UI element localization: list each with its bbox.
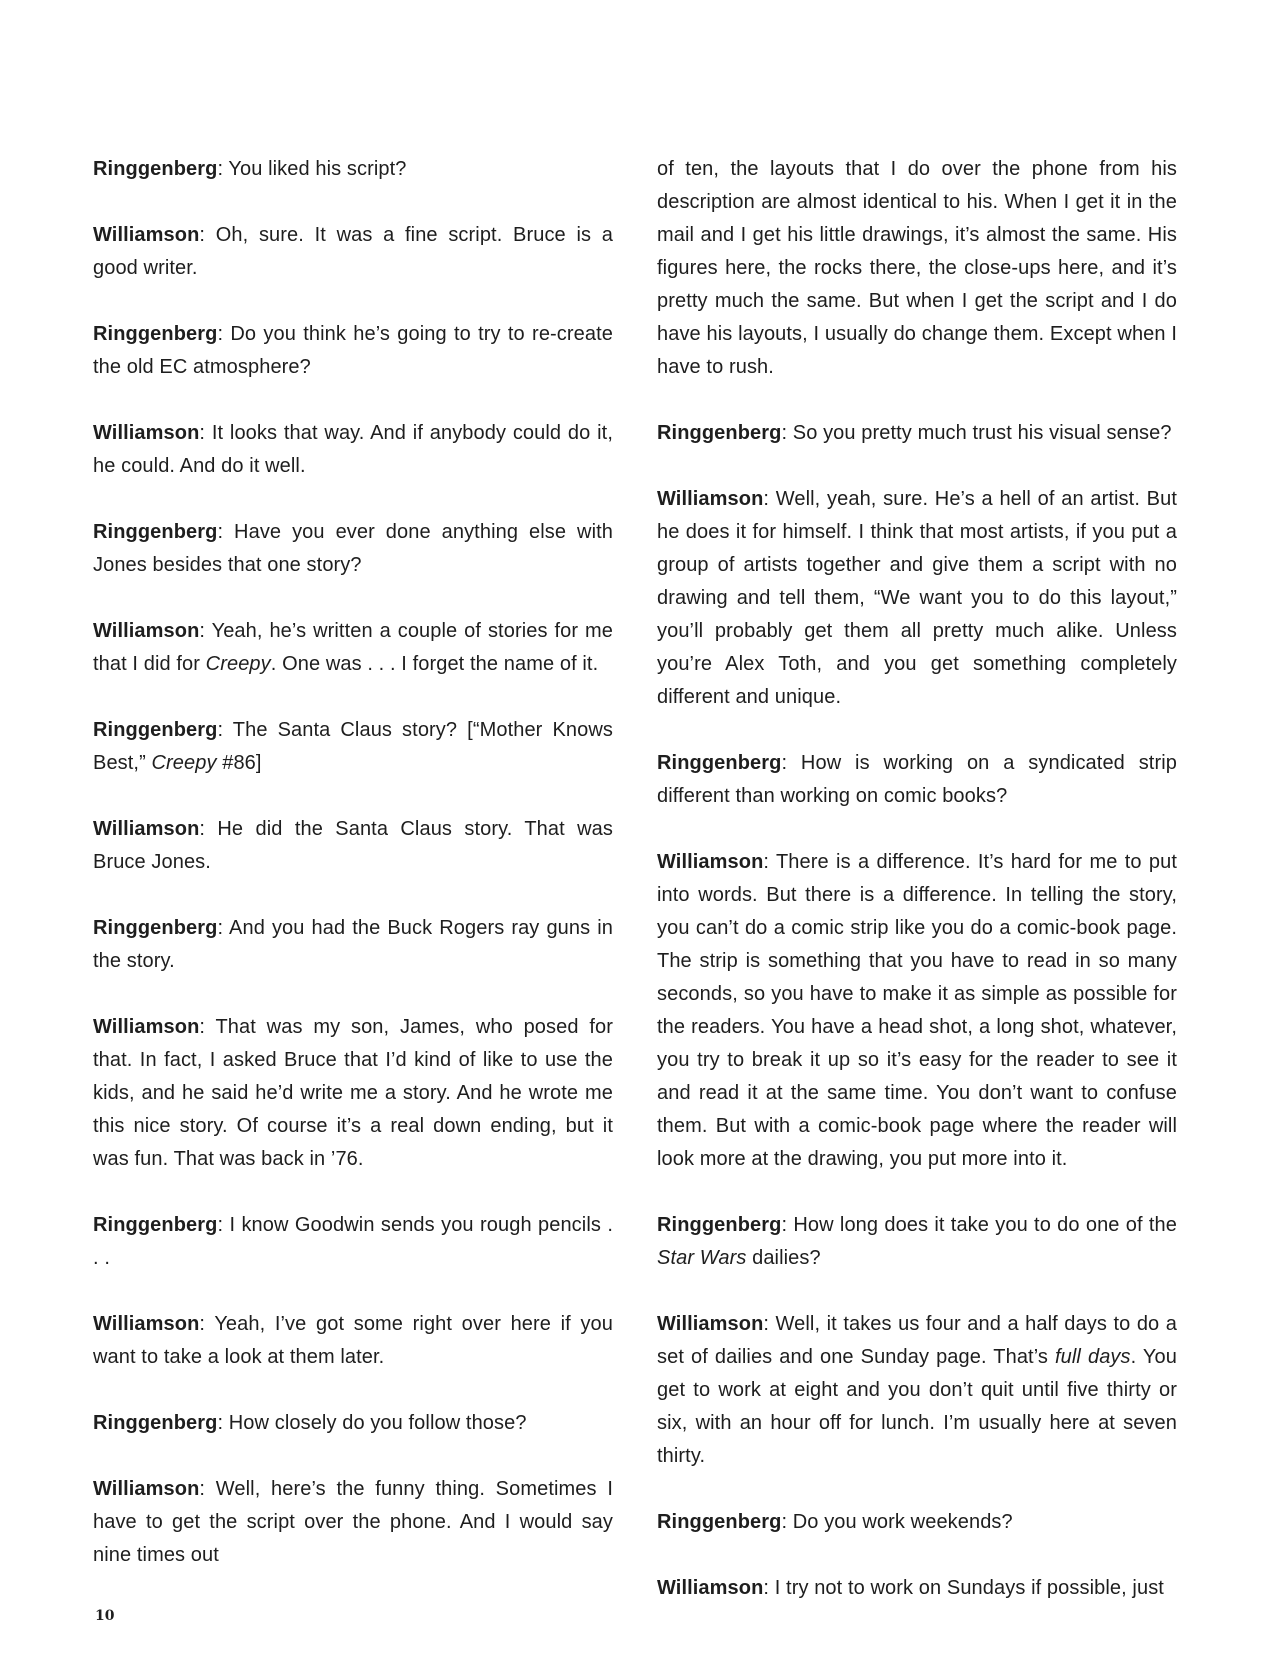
speaker-name: Ringgenberg xyxy=(93,719,218,741)
exchange-paragraph: Williamson: He did the Santa Claus story. That was Bruce Jones. xyxy=(93,818,613,873)
exchange-text: The Santa Claus story? [“Mother Knows Best,” xyxy=(93,719,613,774)
speaker-name: Ringgenberg xyxy=(657,1214,782,1236)
exchange-paragraph: Ringgenberg: So you pretty much trust his visual sense? xyxy=(657,422,1172,444)
speaker-name: Williamson xyxy=(93,1313,200,1335)
left-column xyxy=(93,153,613,1605)
exchange-text: You liked his script? xyxy=(228,158,407,180)
exchange-text: Do you work weekends? xyxy=(792,1511,1013,1533)
exchange-text: Well, it takes us four and a half days to do a set of dailies and one Sunday page. That’s xyxy=(657,1313,1177,1368)
exchange-paragraph: Williamson: It looks that way. And if anybody could do it, he could. And do it well. xyxy=(93,422,613,477)
speaker-name: Williamson xyxy=(657,1577,764,1599)
speaker-name: Williamson xyxy=(93,1478,200,1500)
exchange-paragraph: Williamson: Well, it takes us four and a half days to do a set of dailies and one Sunday page. That’s full days. You get to work at eight and you don’t quit until five thirty or six, with an hour off for lunch. I’m usually here at seven thirty. xyxy=(657,1313,1177,1467)
exchange-text: Do you think he’s going to try to re-create the old EC atmosphere? xyxy=(93,323,613,378)
exchange-text: How long does it take you to do one of the xyxy=(793,1214,1177,1236)
exchange-paragraph: Williamson: Yeah, he’s written a couple of stories for me that I did for Creepy. One was . . . I forget the name of it. xyxy=(93,620,614,675)
publication-title: Star Wars xyxy=(657,1247,747,1269)
exchange-paragraph: Williamson: Well, yeah, sure. He’s a hell of an artist. But he does it for himself. I think that most artists, if you put a group of artists together and give them a script with no drawing and tell them, “We want you to do this layout,” you’ll probably get them all pretty much alike. Unless you’re Alex Toth, and you get something completely different and unique. xyxy=(657,488,1177,708)
exchange-text: . One was . . . I forget the name of it. xyxy=(270,653,599,675)
exchange-text: And you had the Buck Rogers ray guns in the story. xyxy=(93,917,614,972)
exchange-text: . You get to work at eight and you don’t quit until five thirty or six, with an hour off for lunch. I’m usually here at seven thirty. xyxy=(657,1346,1177,1467)
publication-title: Creepy xyxy=(151,752,217,774)
right-column xyxy=(657,153,1177,1638)
exchange-text: How closely do you follow those? xyxy=(228,1412,527,1434)
exchange-paragraph: Williamson: Oh, sure. It was a fine script. Bruce is a good writer. xyxy=(93,224,613,279)
exchange-text: #86] xyxy=(216,752,262,774)
exchange-text: It looks that way. And if anybody could do it, he could. And do it well. xyxy=(93,422,613,477)
exchange-text: So you pretty much trust his visual sense? xyxy=(792,422,1172,444)
speaker-name: Ringgenberg xyxy=(93,917,218,939)
page-number: 10 xyxy=(95,1608,115,1624)
exchange-text: Have you ever done anything else with Jones besides that one story? xyxy=(93,521,613,576)
speaker-name: Williamson xyxy=(93,422,200,444)
exchange-paragraph: Ringgenberg: How closely do you follow those? xyxy=(93,1412,527,1434)
exchange-text: I know Goodwin sends you rough pencils . . . xyxy=(93,1214,613,1269)
exchange-paragraph: Ringgenberg: How is working on a syndicated strip different than working on comic books? xyxy=(657,752,1177,807)
exchange-paragraph: Ringgenberg: You liked his script? xyxy=(93,158,407,180)
speaker-name: Williamson xyxy=(93,224,200,246)
exchange-text: How is working on a syndicated strip different than working on comic books? xyxy=(657,752,1177,807)
speaker-name: Ringgenberg xyxy=(657,752,782,774)
exchange-paragraph: Ringgenberg: Do you work weekends? xyxy=(657,1511,1013,1533)
speaker-name: Williamson xyxy=(657,488,764,510)
exchange-text: Well, yeah, sure. He’s a hell of an artist. But he does it for himself. I think that most artists, if you put a group of artists together and give them a script with no drawing and tell them, “We want you to do this layout,” you’ll probably get them all pretty much alike. Unless you’re Alex Toth, and you get something completely different and unique. xyxy=(657,488,1177,708)
exchange-paragraph: Ringgenberg: I know Goodwin sends you rough pencils . . . xyxy=(93,1214,613,1269)
speaker-name: Williamson xyxy=(93,818,200,840)
exchange-text: He did the Santa Claus story. That was Bruce Jones. xyxy=(93,818,613,873)
emphasis-text: full days xyxy=(1055,1346,1131,1368)
exchange-paragraph: Ringgenberg: How long does it take you to do one of the Star Wars dailies? xyxy=(657,1214,1177,1269)
speaker-name: Ringgenberg xyxy=(93,1412,218,1434)
speaker-name: Ringgenberg xyxy=(657,1511,782,1533)
exchange-paragraph: Ringgenberg: Do you think he’s going to try to re-create the old EC atmosphere? xyxy=(93,323,613,378)
speaker-name: Williamson xyxy=(657,851,764,873)
exchange-paragraph: Williamson: That was my son, James, who posed for that. In fact, I asked Bruce that I’d kind of like to use the kids, and he said he’d write me a story. And he wrote me this nice story. Of course it’s a real down ending, but it was fun. That was back in ’76. xyxy=(93,1016,614,1170)
speaker-name: Ringgenberg xyxy=(93,323,218,345)
exchange-text: Yeah, I’ve got some right over here if you want to take a look at them later. xyxy=(93,1313,613,1368)
exchange-paragraph: Williamson: I try not to work on Sundays if possible, just xyxy=(657,1577,1164,1599)
exchange-paragraph: Ringgenberg: Have you ever done anything else with Jones besides that one story? xyxy=(93,521,613,576)
exchange-text: Oh, sure. It was a fine script. Bruce is a good writer. xyxy=(93,224,613,279)
exchange-paragraph: Ringgenberg: And you had the Buck Rogers ray guns in the story. xyxy=(93,917,614,972)
exchange-paragraph: Williamson: Yeah, I’ve got some right over here if you want to take a look at them later. xyxy=(93,1313,613,1368)
exchange-text: dailies? xyxy=(746,1247,821,1269)
exchange-paragraph: Williamson: There is a difference. It’s hard for me to put into words. But there is a difference. In telling the story, you can’t do a comic strip like you do a comic-book page. The strip is something that you have to read in so many seconds, so you have to make it as simple as possible for the readers. You have a head shot, a long shot, whatever, you try to break it up so it’s easy for the reader to see it and read it at the same time. You don’t want to confuse them. But with a comic-book page where the reader will look more at the drawing, you put more into it. xyxy=(657,851,1178,1170)
exchange-paragraph: Ringgenberg: The Santa Claus story? [“Mother Knows Best,” Creepy #86] xyxy=(93,719,613,774)
exchange-text: I try not to work on Sundays if possible, just xyxy=(774,1577,1164,1599)
continuation-paragraph: of ten, the layouts that I do over the phone from his description are almost identical to his. When I get it in the mail and I get his little drawings, it’s almost the same. His figures here, the rocks there, the close-ups here, and it’s pretty much the same. But when I get the script and I do have his layouts, I usually do change them. Except when I have to rush. xyxy=(657,158,1177,378)
exchange-text: Yeah, he’s written a couple of stories for me that I did for xyxy=(93,620,614,675)
exchange-text: That was my son, James, who posed for that. In fact, I asked Bruce that I’d kind of like to use the kids, and he said he’d write me a story. And he wrote me this nice story. Of course it’s a real down ending, but it was fun. That was back in ’76. xyxy=(93,1016,614,1170)
publication-title: Creepy xyxy=(205,653,271,675)
exchange-paragraph: Williamson: Well, here’s the funny thing. Sometimes I have to get the script over the phone. And I would say nine times out xyxy=(93,1478,613,1566)
speaker-name: Ringgenberg xyxy=(93,158,218,180)
speaker-name: Ringgenberg xyxy=(93,1214,218,1236)
speaker-name: Ringgenberg xyxy=(93,521,218,543)
speaker-name: Ringgenberg xyxy=(657,422,782,444)
speaker-name: Williamson xyxy=(93,620,200,642)
exchange-text: There is a difference. It’s hard for me to put into words. But there is a difference. In telling the story, you can’t do a comic strip like you do a comic-book page. The strip is something that you have to read in so many seconds, so you have to make it as simple as possible for the readers. You have a head shot, a long shot, whatever, you try to break it up so it’s easy for the reader to see it and read it at the same time. You don’t want to confuse them. But with a comic-book page where the reader will look more at the drawing, you put more into it. xyxy=(657,851,1178,1170)
speaker-name: Williamson xyxy=(657,1313,764,1335)
speaker-name: Williamson xyxy=(93,1016,200,1038)
exchange-text: Well, here’s the funny thing. Sometimes I have to get the script over the phone. And I would say nine times out xyxy=(93,1478,613,1566)
